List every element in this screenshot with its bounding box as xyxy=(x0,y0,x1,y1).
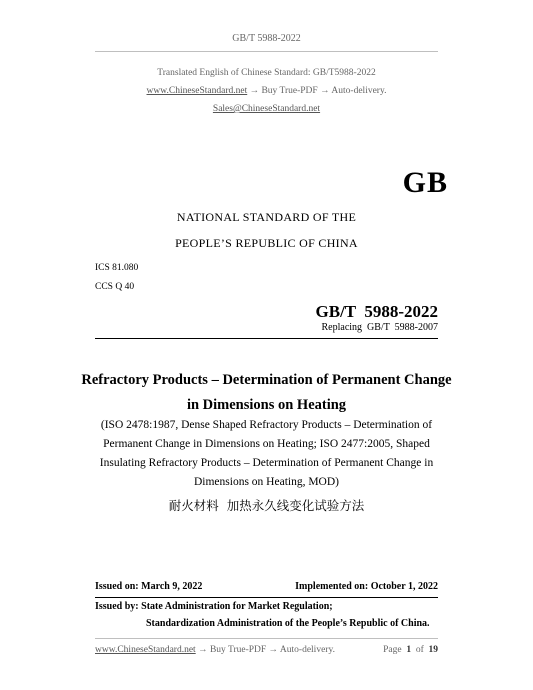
translated-line: Translated English of Chinese Standard: GB/T5988-2022 xyxy=(157,68,376,78)
footer-divider xyxy=(95,638,438,639)
banner-email-line xyxy=(0,104,533,114)
title-line-2: in Dimensions on Heating xyxy=(186,397,347,413)
title-line-1: Refractory Products – Determination of Permanent Change xyxy=(81,372,452,388)
banner-site-link[interactable]: www.ChineseStandard.net xyxy=(146,86,248,96)
iso-line: Permanent Change in Dimensions on Heating; ISO 2477:2005, Shaped xyxy=(103,438,430,450)
iso-line: Dimensions on Heating, MOD) xyxy=(193,476,339,488)
national-line-1: NATIONAL STANDARD OF THE xyxy=(176,210,357,224)
page-of: of xyxy=(415,645,424,655)
page-indicator xyxy=(383,645,438,655)
issued-on: Issued on: March 9, 2022 xyxy=(95,581,203,592)
footer-site-link[interactable]: www.ChineseStandard.net xyxy=(95,645,196,655)
gb-logo: GB xyxy=(402,166,448,199)
national-line-2: PEOPLE’S REPUBLIC OF CHINA xyxy=(175,236,358,250)
header-divider xyxy=(95,51,438,52)
page-label: Page xyxy=(383,645,402,655)
issued-by-line-1: Issued by: State Administration for Market Regulation; xyxy=(95,601,333,612)
iso-line: (ISO 2478:1987, Dense Shaped Refractory Products – Determination of xyxy=(100,419,433,431)
issued-by-line-2: Standardization Administration of the People’s Republic of China. xyxy=(146,618,430,629)
running-header: GB/T 5988-2022 xyxy=(232,33,301,44)
issued-divider xyxy=(95,597,438,598)
footer-buy-line xyxy=(95,645,335,655)
footer-buy-text: → Buy True-PDF → Auto-delivery. xyxy=(198,645,335,655)
standard-number: GB/T 5988-2022 xyxy=(315,302,438,321)
page-total: 19 xyxy=(428,645,438,655)
page-current: 1 xyxy=(406,645,412,655)
banner-email-link[interactable]: Sales@ChineseStandard.net xyxy=(212,104,321,114)
replacing-standard: Replacing GB/T 5988-2007 xyxy=(321,322,438,333)
banner-buy-text: → Buy True-PDF → Auto-delivery. xyxy=(249,86,387,96)
ccs-code: CCS Q 40 xyxy=(95,282,135,292)
chinese-title: 耐火材料 加热永久线变化试验方法 xyxy=(168,498,365,513)
title-divider xyxy=(95,338,438,339)
iso-line: Insulating Refractory Products – Determination of Permanent Change in xyxy=(99,457,434,469)
implemented-on: Implemented on: October 1, 2022 xyxy=(295,581,438,592)
banner-buy-line xyxy=(0,86,533,96)
ics-code: ICS 81.080 xyxy=(95,263,139,273)
